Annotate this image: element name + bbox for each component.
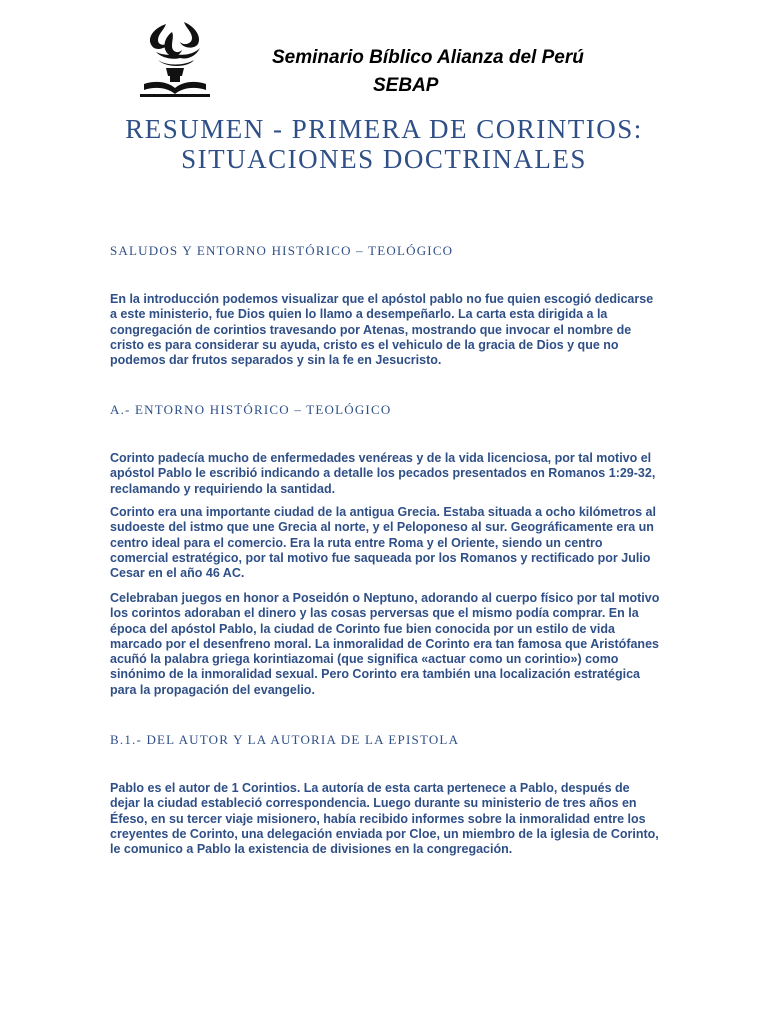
- section-paragraph: Corinto era una importante ciudad de la antigua Grecia. Estaba situada a ocho kilómetros al sudoeste del istmo que une Grecia al norte, y el Peloponeso al sur. Geográficamente era un centro ideal para el comercio. Era la ruta entre Roma y el Oriente, siendo un centro comercial estratégico, por tal motivo fue saqueada por los Romanos y rectificado por Julio Cesar en el año 46 AC.: [110, 505, 656, 581]
- section-paragraph: Celebraban juegos en honor a Poseidón o Neptuno, adorando al cuerpo físico por tal motivo los corintos adoraban el dinero y las cosas perversas que el mismo podía comprar. En la época del apóstol Pablo, la ciudad de Corinto fue bien conocida por un estilo de vida marcado por el desenfreno moral. La inmoralidad de Corinto era tan famosa que Aristófanes acuñó la palabra griega korintiazomai (que significa «actuar como un corintio») como sinónimo de la inmoralidad sexual. Pero Corinto era también una localización estratégica para la propagación del evangelio.: [110, 591, 660, 697]
- document-title: RESUMEN - PRIMERA DE CORINTIOS: SITUACIONES DOCTRINALES: [125, 114, 643, 174]
- torch-book-logo-icon: [136, 18, 214, 100]
- section-paragraph: Corinto padecía mucho de enfermedades venéreas y de la vida licenciosa, por tal motivo el apóstol Pablo le escribió indicando a detalle los pecados presentados en Romanos 1:29-32, reclamando y requiriendo la santidad.: [110, 451, 656, 496]
- section-heading-entorno: A.- ENTORNO HISTÓRICO – TEOLÓGICO: [110, 402, 392, 417]
- section-heading-autor: B.1.- DEL AUTOR Y LA AUTORIA DE LA EPISTOLA: [110, 732, 460, 747]
- section-paragraph: En la introducción podemos visualizar que el apóstol pablo no fue quien escogió dedicarse a este ministerio, fue Dios quien lo llamo a desempeñarlo. La carta esta dirigida a la congregación de corintios travesando por Atenas, mostrando que invocar el nombre de cristo es para considerar su ayuda, cristo es el vehiculo de la gracia de Dios y que no podemos dar frutos separados y sin la fe en Jesucristo.: [110, 292, 654, 368]
- section-heading-saludos: SALUDOS Y ENTORNO HISTÓRICO – TEOLÓGICO: [110, 243, 454, 258]
- institution-abbreviation: SEBAP: [373, 75, 439, 96]
- institution-name: Seminario Bíblico Alianza del Perú: [272, 47, 584, 68]
- section-paragraph: Pablo es el autor de 1 Corintios. La autoría de esta carta pertenece a Pablo, después de dejar la ciudad estableció correspondencia. Luego durante su ministerio de tres años en Éfeso, en su tercer viaje misionero, había recibido informes sobre la inmoralidad entre los creyentes de Corinto, una delegación enviada por Cloe, un miembro de la iglesia de Corinto, le comunico a Pablo la existencia de divisiones en la congregación.: [110, 781, 659, 857]
